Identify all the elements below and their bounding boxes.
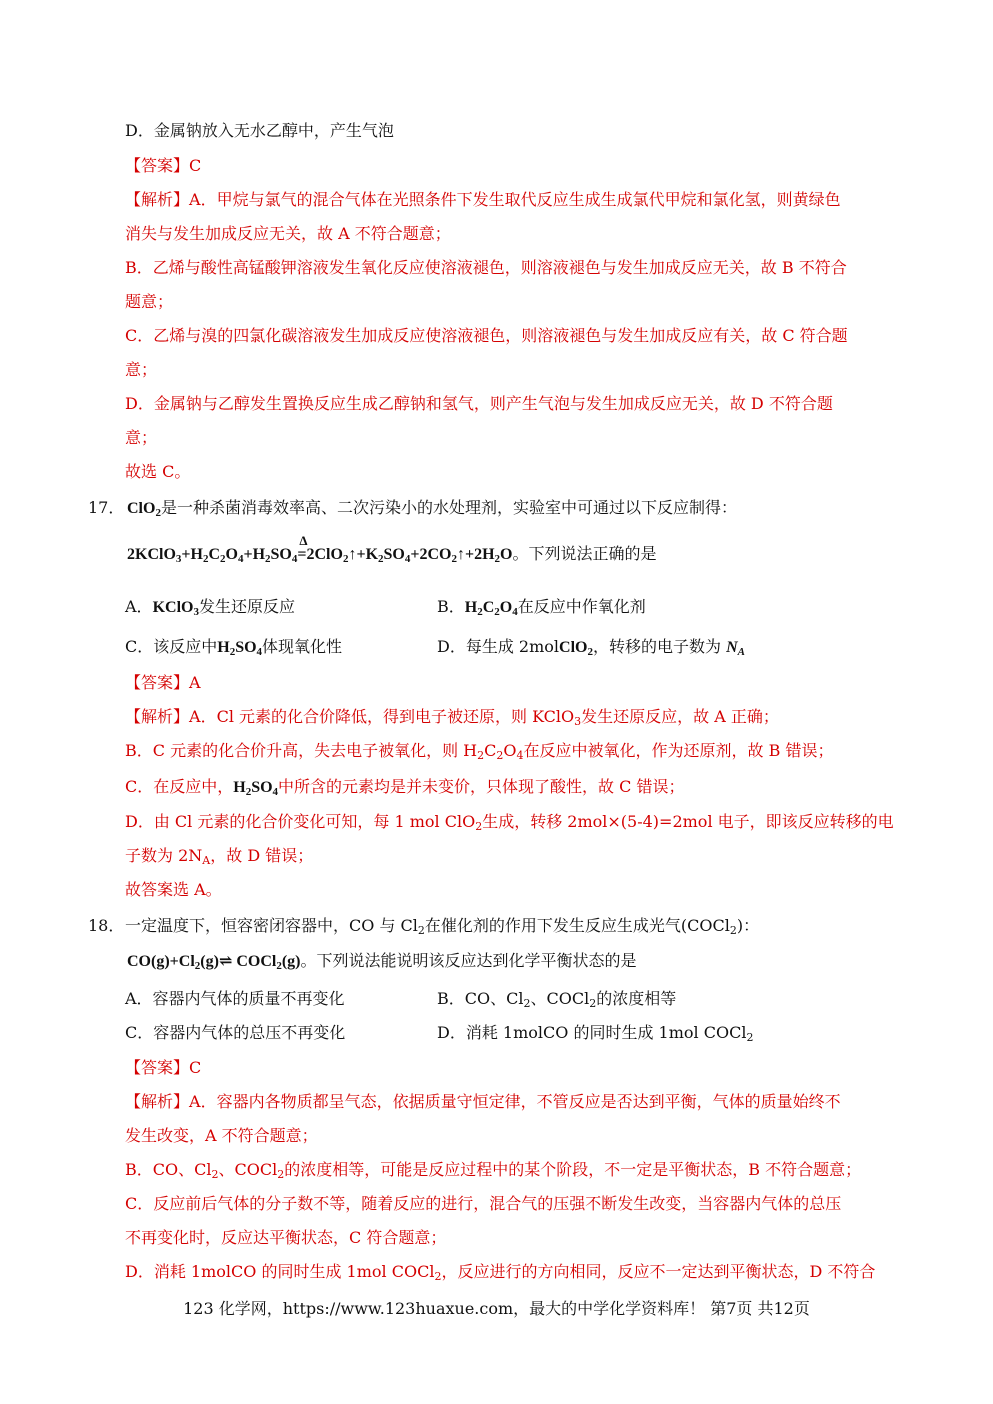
option-text: 、COCl — [530, 989, 590, 1008]
page-footer: 123 化学网，https://www.123huaxue.com，最大的中学化学资料库！ 第7页 共12页 — [183, 1299, 810, 1318]
q18-analysis-c1: C．反应前后气体的分子数不等，随着反应的进行，混合气的压强不断发生改变，当容器内气体的总压 — [125, 1194, 842, 1213]
formula-h2so4: $H_2SO_4$ — [217, 639, 263, 658]
option-text: 在反应中作氧化剂 — [517, 597, 646, 616]
q17-conclusion: 故答案选 A。 — [125, 880, 222, 899]
q18-number: 18． — [88, 916, 125, 935]
q18-analysis-c2: 不再变化时，反应达平衡状态，C 符合题意； — [125, 1228, 447, 1247]
answer-value: C — [189, 156, 202, 175]
analysis-text: A．Cl 元素的化合价降低，得到电子被还原，则 KClO — [189, 707, 575, 726]
q17-analysis-b1: B．C 元素的化合价升高，失去电子被氧化，则 $H_2C_2O_4$在反应中被氧化，作为还原剂，故 B 错误； — [125, 741, 834, 762]
option-label: C．该反应中 — [125, 637, 218, 656]
q17-option-a — [125, 596, 295, 619]
answer-value: C — [189, 1058, 202, 1077]
q17-question: 。下列说法正确的是 — [512, 544, 657, 563]
option-label: B． — [437, 597, 465, 616]
q16-analysis-d1: D．金属钠与乙醇发生置换反应生成乙醇钠和氢气，则产生气泡与发生加成反应无关，故 D 不符合题 — [125, 394, 833, 413]
option-text: D．消耗 1molCO 的同时生成 1mol COCl — [437, 1023, 747, 1042]
analysis-text: 发生还原反应，故 A 正确； — [581, 707, 779, 726]
option-label: D．每生成 2mol — [437, 637, 560, 656]
q16-option-d: D．金属钠放入无水乙醇中，产生气泡 — [125, 121, 394, 140]
q17-option-d — [437, 636, 745, 659]
q17-option-b — [437, 596, 646, 619]
q17-option-c — [125, 636, 342, 659]
equation-equilibrium: $CO(g)+Cl_2(g)\rightleftharpoons$ COCl$_2$(g) — [127, 953, 301, 972]
equation-products: $2ClO_2↑+K_2SO_4+2CO_2↑+2H_2O$ — [306, 546, 513, 565]
q18-option-c: C．容器内气体的总压不再变化 — [125, 1023, 346, 1042]
analysis-text: 、COCl — [218, 1160, 278, 1179]
q16-analysis-d2: 意； — [125, 428, 158, 447]
q18-option-b: B．CO、$Cl_2$、COCl$_2$的浓度相等 — [437, 989, 677, 1010]
avogadro-constant: $N_A$ — [726, 639, 745, 658]
analysis-tag: 【解析】 — [125, 190, 190, 209]
q17-stem-text: 是一种杀菌消毒效率高、二次污染小的水处理剂，实验室中可通过以下反应制得： — [160, 498, 737, 517]
analysis-text: D．消耗 1molCO 的同时生成 1mol COCl — [125, 1262, 435, 1281]
q17-stem — [127, 497, 737, 520]
q17-analysis-d2: 子数为 $2N_A$，故 D 错误； — [125, 846, 314, 867]
analysis-text: 子数为 2N — [125, 846, 203, 865]
q18-option-d: D．消耗 1molCO 的同时生成 1mol COCl$_2$ — [437, 1023, 754, 1044]
analysis-text: 生成，转移 2mol×(5-4)=2mol 电子，即该反应转移的电 — [482, 812, 894, 831]
q18-analysis-a1 — [125, 1091, 841, 1113]
q18-analysis-a2: 发生改变，A 不符合题意； — [125, 1126, 318, 1145]
q16-conclusion: 故选 C。 — [125, 462, 191, 481]
q16-answer — [125, 155, 201, 177]
analysis-text: 中所含的元素均是并未变价，只体现了酸性，故 C 错误； — [278, 777, 685, 796]
stem-text: 一定温度下，恒容密闭容器中，CO 与 Cl — [125, 916, 418, 935]
analysis-text: A．甲烷与氯气的混合气体在光照条件下发生取代反应生成生成氯代甲烷和氯化氢，则黄绿色 — [189, 190, 841, 209]
analysis-text: A．容器内各物质都呈气态，依据质量守恒定律，不管反应是否达到平衡，气体的质量始终不 — [189, 1092, 841, 1111]
q18-stem: 一定温度下，恒容密闭容器中，CO 与 $Cl_2$在催化剂的作用下发生反应生成光气(COCl$_2$)： — [125, 916, 760, 937]
answer-tag: 【答案】 — [125, 156, 190, 175]
answer-tag: 【答案】 — [125, 673, 190, 692]
analysis-text: 的浓度相等，可能是反应过程中的某个阶段，不一定是平衡状态，B 不符合题意； — [284, 1160, 862, 1179]
q18-equation — [127, 950, 637, 973]
analysis-text: C．在反应中， — [125, 777, 234, 796]
q18-option-a: A．容器内气体的质量不再变化 — [125, 989, 345, 1008]
q17-analysis-c1 — [125, 776, 684, 799]
stem-text: 在催化剂的作用下发生反应生成光气(COCl — [424, 916, 730, 935]
q18-question: 。下列说法能说明该反应达到化学平衡状态的是 — [300, 951, 637, 970]
answer-value: A — [189, 673, 201, 692]
analysis-text: D．由 Cl 元素的化合价变化可知，每 1 mol ClO — [125, 812, 476, 831]
option-text: 的浓度相等 — [596, 989, 677, 1008]
option-text: 发生还原反应 — [198, 597, 295, 616]
option-text: ，转移的电子数为 — [592, 637, 721, 656]
formula-clo2: ClO$_2$ — [127, 500, 161, 519]
analysis-tag: 【解析】 — [125, 1092, 190, 1111]
q16-analysis-b1: B．乙烯与酸性高锰酸钾溶液发生氧化反应使溶液褪色，则溶液褪色与发生加成反应无关，故 B 不符合 — [125, 258, 847, 277]
q18-analysis-b1: B．CO、$Cl_2$、COCl$_2$的浓度相等，可能是反应过程中的某个阶段，不一定是平衡状态，B 不符合题意； — [125, 1160, 862, 1181]
q16-analysis-b2: 题意； — [125, 292, 174, 311]
q17-analysis-d1: D．由 Cl 元素的化合价变化可知，每 1 mol ClO$_2$生成，转移 2mol×(5-4)=2mol 电子，即该反应转移的电 — [125, 812, 894, 833]
analysis-tag: 【解析】 — [125, 707, 190, 726]
heat-equals-sign: Δ = — [297, 533, 308, 563]
answer-tag: 【答案】 — [125, 1058, 190, 1077]
analysis-text: B．C 元素的化合价升高，失去电子被氧化，则 H — [125, 741, 478, 760]
q17-analysis-a1: 【解析】A．Cl 元素的化合价降低，得到电子被还原，则 KClO$_3$发生还原反应，故 A 正确； — [125, 707, 779, 728]
formula-h2c2o4: $H_2C_2O_4$ — [464, 599, 518, 618]
analysis-text: C — [484, 741, 497, 760]
analysis-text: 在反应中被氧化，作为还原剂，故 B 错误； — [523, 741, 834, 760]
formula-kclo3: KClO$_3$ — [152, 599, 199, 618]
q17-answer — [125, 672, 201, 694]
q17-equation — [127, 533, 657, 566]
analysis-text: ，反应进行的方向相同，反应不一定达到平衡状态，D 不符合 — [441, 1262, 876, 1281]
option-text: 体现氧化性 — [262, 637, 343, 656]
q17-number: 17． — [88, 498, 125, 517]
formula-h2so4: $H_2SO_4$ — [233, 779, 279, 798]
q16-analysis-a2: 消失与发生加成反应无关，故 A 不符合题意； — [125, 224, 451, 243]
option-text: B．CO、Cl — [437, 989, 524, 1008]
q18-analysis-d1: D．消耗 1molCO 的同时生成 1mol COCl$_2$，反应进行的方向相同，反应不一定达到平衡状态，D 不符合 — [125, 1262, 876, 1283]
analysis-text: B．CO、Cl — [125, 1160, 212, 1179]
option-label: A． — [125, 597, 153, 616]
stem-text: )： — [736, 916, 760, 935]
q16-analysis-a1 — [125, 189, 841, 211]
q16-analysis-c2: 意； — [125, 360, 158, 379]
analysis-text: ，故 D 错误； — [210, 846, 314, 865]
equation-reactants: $2KClO_3+H_2C_2O_4+H_2SO_4$ — [127, 546, 298, 565]
formula-clo2: ClO$_2$ — [559, 639, 593, 658]
q16-analysis-c1: C．乙烯与溴的四氯化碳溶液发生加成反应使溶液褪色，则溶液褪色与发生加成反应有关，故 C 符合题 — [125, 326, 848, 345]
q18-answer — [125, 1057, 201, 1079]
